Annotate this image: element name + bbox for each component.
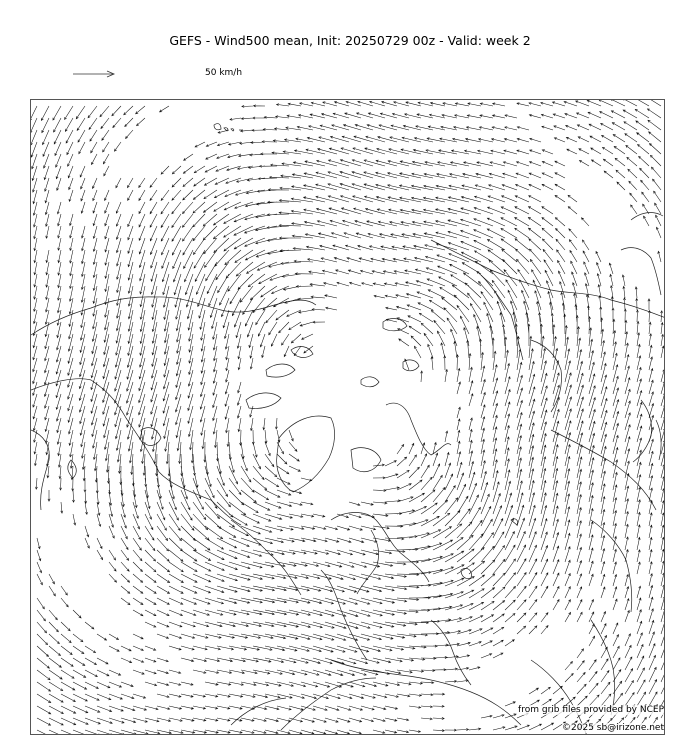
reference-speed-label: 50 km/h bbox=[205, 68, 243, 78]
wind-vector-field bbox=[31, 100, 665, 735]
data-source-credit: from grib files provided by NCEP bbox=[518, 705, 664, 715]
map-title: GEFS - Wind500 mean, Init: 20250729 00z - Valid: week 2 bbox=[169, 33, 531, 48]
copyright-credit: ©2025 sb@irizone.net bbox=[562, 723, 664, 733]
reference-arrow-icon bbox=[72, 68, 120, 80]
wind-map bbox=[30, 99, 665, 735]
coastlines bbox=[31, 124, 665, 735]
